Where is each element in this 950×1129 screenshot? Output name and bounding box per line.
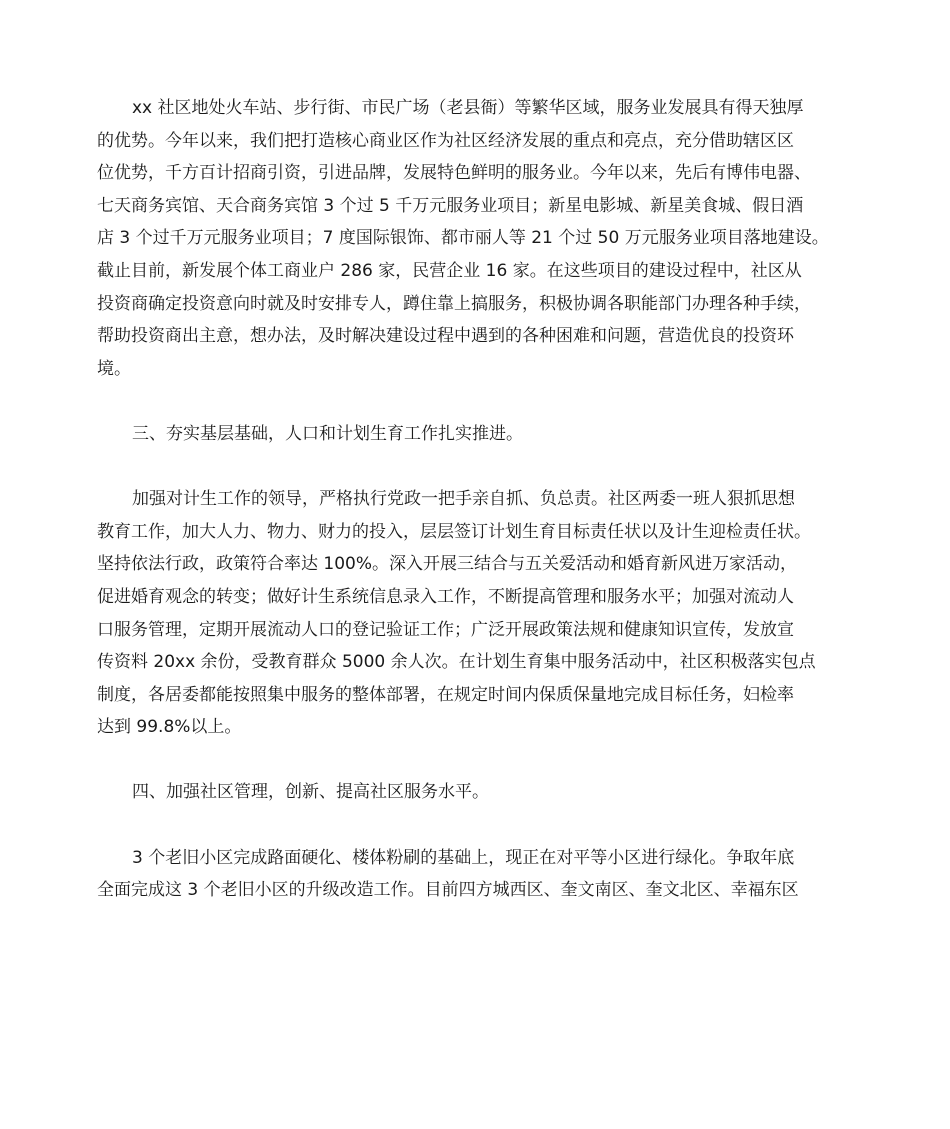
text-line: 促进婚育观念的转变；做好计生系统信息录入工作，不断提高管理和服务水平；加强对流动人 — [97, 586, 794, 607]
text-line: 3 个老旧小区完成路面硬化、楼体粉刷的基础上，现正在对平等小区进行绿化。争取年底 — [132, 847, 795, 868]
document-body — [97, 92, 869, 939]
text-line: 的优势。今年以来，我们把打造核心商业区作为社区经济发展的重点和亮点，充分借助辖区区 — [97, 130, 794, 151]
text-line: 坚持依法行政，政策符合率达 100%。深入开展三结合与五关爱活动和婚育新风进万家活动， — [97, 554, 798, 575]
heading-text: 三、夯实基层基础，人口和计划生育工作扎实推进。 — [132, 423, 523, 444]
heading-text: 四、加强社区管理，创新、提高社区服务水平。 — [132, 782, 489, 803]
text-line: 教育工作，加大人力、物力、财力的投入，层层签订计划生育目标责任状以及计生迎检责任状。 — [97, 521, 811, 542]
section-heading-3 — [97, 418, 869, 451]
text-line: 截止目前，新发展个体工商业户 286 家，民营企业 16 家。在这些项目的建设过程中，社区从 — [97, 260, 802, 281]
text-line: 境。 — [97, 358, 131, 379]
text-line: 店 3 个过千万元服务业项目；7 度国际银饰、都市丽人等 21 个过 50 万元服务业项目落地建设。 — [97, 228, 829, 249]
text-line: 投资商确定投资意向时就及时安排专人，蹲住靠上搞服务，积极协调各职能部门办理各种手续， — [97, 293, 811, 314]
paragraph-family-planning — [97, 483, 869, 744]
text-line: 位优势，千方百计招商引资，引进品牌，发展特色鲜明的服务业。今年以来，先后有博伟电器、 — [97, 163, 811, 184]
text-line: 口服务管理，定期开展流动人口的登记验证工作；广泛开展政策法规和健康知识宣传，发放宣 — [97, 619, 794, 640]
section-heading-4 — [97, 776, 869, 809]
text-line: 制度，各居委都能按照集中服务的整体部署，在规定时间内保质保量地完成目标任务，妇检率 — [97, 684, 794, 705]
paragraph-service-industry — [97, 92, 869, 385]
text-line: 达到 99.8%以上。 — [97, 717, 242, 738]
text-line: 加强对计生工作的领导，严格执行党政一把手亲自抓、负总责。社区两委一班人狠抓思想 — [132, 489, 795, 510]
text-line: 帮助投资商出主意，想办法，及时解决建设过程中遇到的各种困难和问题，营造优良的投资环 — [97, 326, 794, 347]
text-line: 传资料 20xx 余份，受教育群众 5000 余人次。在计划生育集中服务活动中，社区积极落实包点 — [97, 652, 816, 673]
paragraph-community-management — [97, 842, 869, 907]
text-line: 全面完成这 3 个老旧小区的升级改造工作。目前四方城西区、奎文南区、奎文北区、幸福东区 — [97, 880, 799, 901]
text-line: 七天商务宾馆、天合商务宾馆 3 个过 5 千万元服务业项目；新星电影城、新星美食城、假日酒 — [97, 195, 804, 216]
text-line: xx 社区地处火车站、步行街、市民广场（老县衙）等繁华区域，服务业发展具有得天独厚 — [132, 98, 804, 118]
